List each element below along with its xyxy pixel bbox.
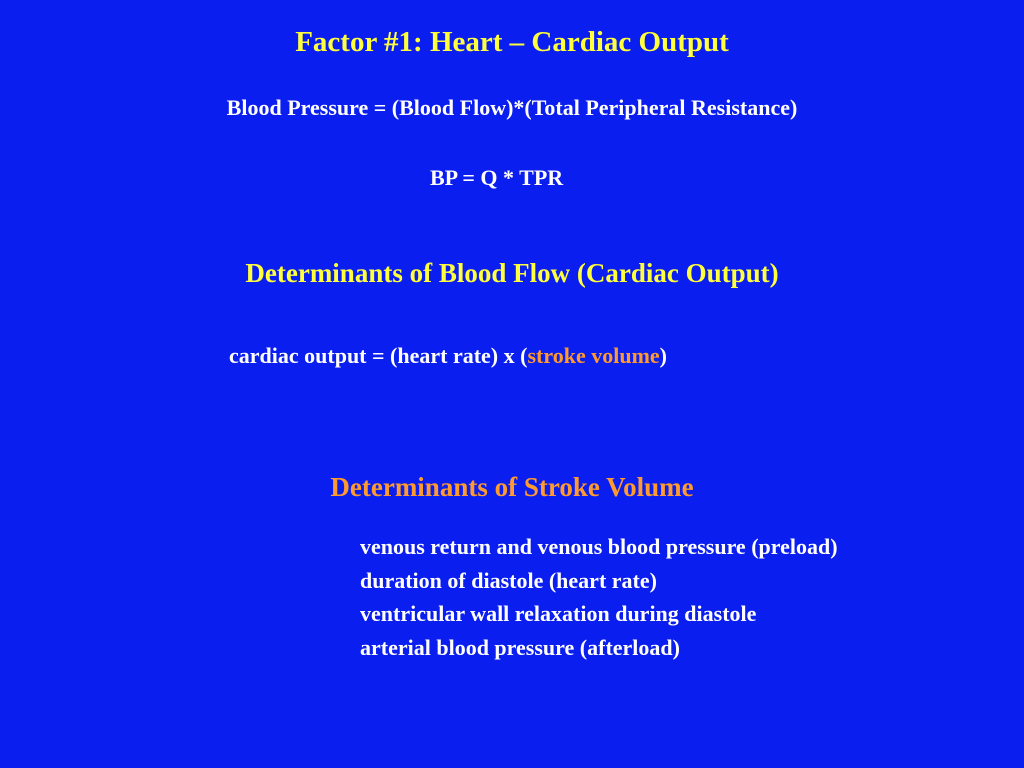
bp-short-formula: BP = Q * TPR xyxy=(430,165,564,190)
cardiac-output-eq-suffix: ) xyxy=(659,343,667,368)
blood-pressure-formula: Blood Pressure = (Blood Flow)*(Total Peripheral Resistance) xyxy=(226,95,798,120)
cardiac-output-equation xyxy=(229,343,667,369)
list-item: venous return and venous blood pressure (preload) xyxy=(360,534,838,559)
list-item: ventricular wall relaxation during diastole xyxy=(360,601,757,626)
slide-title: Factor #1: Heart – Cardiac Output xyxy=(295,26,729,58)
list-item: arterial blood pressure (afterload) xyxy=(360,634,680,660)
list-item: duration of diastole (heart rate) xyxy=(360,567,657,593)
stroke-volume-highlight: stroke volume xyxy=(527,343,660,368)
cardiac-output-eq-prefix: cardiac output = (heart rate) x ( xyxy=(229,343,528,368)
blood-flow-heading: Determinants of Blood Flow (Cardiac Output) xyxy=(245,258,779,288)
stroke-volume-determinants-list xyxy=(360,530,838,664)
stroke-volume-heading: Determinants of Stroke Volume xyxy=(330,472,694,502)
